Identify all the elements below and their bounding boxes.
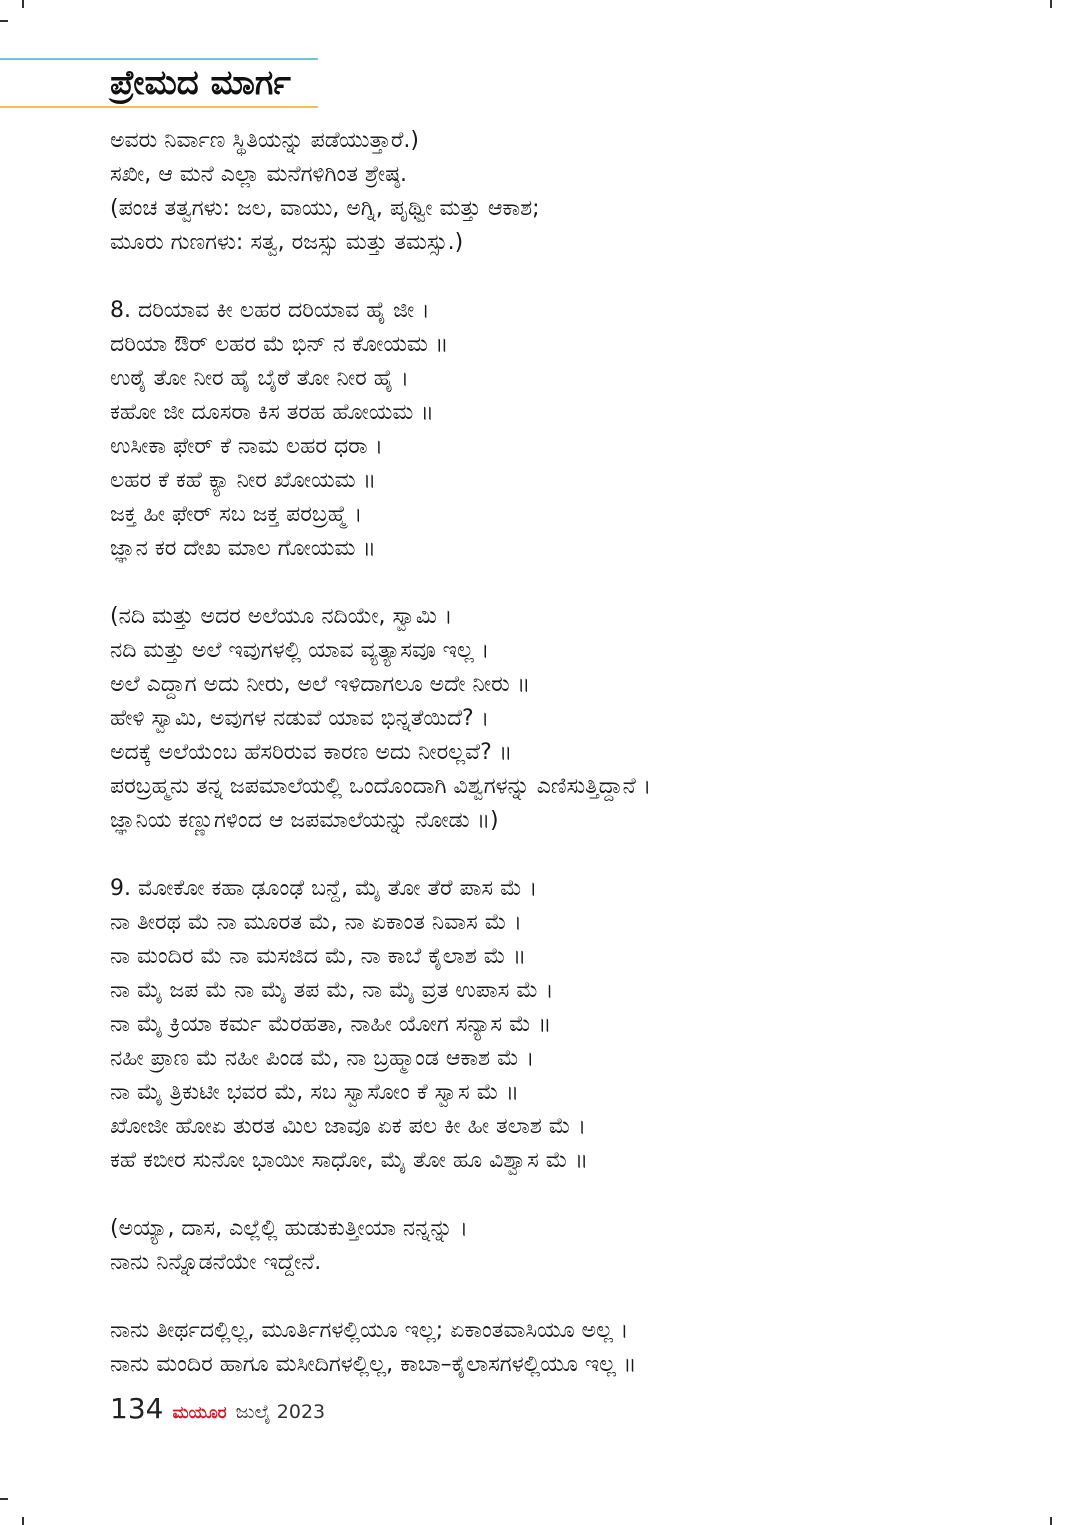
text-line: ಸಖೀ, ಆ ಮನೆ ಎಲ್ಲಾ ಮನೆಗಳಿಗಿಂತ ಶ್ರೇಷ್ಠ.	[110, 162, 408, 187]
page-footer	[110, 1392, 325, 1428]
text-line: ನದಿ ಮತ್ತು ಅಲೆ ಇವುಗಳಲ್ಲಿ ಯಾವ ವ್ಯತ್ಯಾಸವೂ ಇಲ್ಲ ।	[110, 638, 490, 663]
poem-body	[110, 124, 1010, 1416]
text-line: ನಾನು ಮಂದಿರ ಹಾಗೂ ಮಸೀದಿಗಳಲ್ಲಿಲ್ಲ, ಕಾಬಾ–ಕೈಲಾಸಗಳಲ್ಲಿಯೂ ಇಲ್ಲ ॥	[110, 1352, 637, 1377]
text-line: (ಅಯ್ಯಾ, ದಾಸ, ಎಲ್ಲೆಲ್ಲಿ ಹುಡುಕುತ್ತೀಯಾ ನನ್ನನ್ನು ।	[110, 1216, 468, 1241]
stanza	[110, 1314, 1010, 1382]
stanza	[110, 124, 1010, 260]
header-rule-bottom	[0, 106, 318, 108]
text-line: 9. ಮೋಕೋ ಕಹಾ ಢೂಂಢೆ ಬನ್ದೆ, ಮೈ ತೋ ತೆರೆ ಪಾಸ ಮೆ ।	[110, 876, 538, 901]
text-line: ದರಿಯಾ ಔರ್ ಲಹರ ಮೆ ಭಿನ್ ನ ಕೋಯಮ ॥	[110, 332, 449, 357]
stanza	[110, 1212, 1010, 1280]
issue-date: ಜುಲೈ 2023	[235, 1401, 326, 1423]
text-line: ಪರಬ್ರಹ್ಮನು ತನ್ನ ಜಪಮಾಲೆಯಲ್ಲಿ ಒಂದೊಂದಾಗಿ ವಿಶ್ವಗಳನ್ನು ಎಣಿಸುತ್ತಿದ್ದಾನೆ ।	[110, 774, 652, 799]
text-line: (ಪಂಚ ತತ್ವಗಳು: ಜಲ, ವಾಯು, ಅಗ್ನಿ, ಪೃಥ್ವೀ ಮತ್ತು ಆಕಾಶ;	[110, 196, 540, 221]
text-line: ಅಲೆ ಎದ್ದಾಗ ಅದು ನೀರು, ಅಲೆ ಇಳಿದಾಗಲೂ ಅದೇ ನೀರು ॥	[110, 672, 531, 697]
stanza	[110, 294, 1010, 566]
text-line: ಕಹೆ ಕಬೀರ ಸುನೋ ಭಾಯೀ ಸಾಧೋ, ಮೈ ತೋ ಹೂ ವಿಶ್ವಾಸ ಮೆ ॥	[110, 1148, 588, 1173]
crop-mark	[0, 1498, 8, 1500]
magazine-logo: ಮಯೂರ	[172, 1403, 227, 1423]
text-line: ಖೋಜೀ ಹೋಏ ತುರತ ಮಿಲ ಜಾವೂ ಏಕ ಪಲ ಕೀ ಹೀ ತಲಾಶ ಮೆ ।	[110, 1114, 586, 1139]
page-number: 134	[110, 1392, 164, 1425]
text-line: ಕಹೋ ಜೀ ದೂಸರಾ ಕಿಸ ತರಹ ಹೋಯಮ ॥	[110, 400, 434, 425]
stanza	[110, 600, 1010, 838]
crop-mark	[1050, 0, 1052, 8]
text-line: ನಾನು ನಿನ್ನೊಡನೆಯೇ ಇದ್ದೇನೆ.	[110, 1250, 322, 1275]
text-line: ಜ್ಞಾನ ಕರ ದೇಖ ಮಾಲ ಗೋಯಮ ॥	[110, 536, 376, 561]
text-line: ಲಹರ ಕೆ ಕಹೆ ಕ್ಯಾ ನೀರ ಖೋಯಮ ॥	[110, 468, 376, 493]
text-line: ನಾ ಮಂದಿರ ಮೆ ನಾ ಮಸಜಿದ ಮೆ, ನಾ ಕಾಬೆ ಕೈಲಾಶ ಮೆ ॥	[110, 944, 526, 969]
text-line: ನಾ ಮೈ ತ್ರಿಕುಟೀ ಭವರ ಮೆ, ಸಬ ಸ್ವಾಸೋಂ ಕೆ ಸ್ವಾಸ ಮೆ ॥	[110, 1080, 519, 1105]
crop-mark	[0, 20, 8, 22]
text-line: ನಾನು ತೀರ್ಥದಲ್ಲಿಲ್ಲ, ಮೂರ್ತಿಗಳಲ್ಲಿಯೂ ಇಲ್ಲ; ಏಕಾಂತವಾಸಿಯೂ ಅಲ್ಲ ।	[110, 1318, 629, 1343]
section-title: ಪ್ರೇಮದ ಮಾರ್ಗ	[110, 63, 291, 103]
text-line: ಉಸೀಕಾ ಫೇರ್ ಕೆ ನಾಮ ಲಹರ ಧರಾ ।	[110, 434, 383, 459]
stanza	[110, 872, 1010, 1178]
crop-mark	[22, 0, 24, 8]
text-line: ನಾ ತೀರಥ ಮೆ ನಾ ಮೂರತ ಮೆ, ನಾ ಏಕಾಂತ ನಿವಾಸ ಮೆ ।	[110, 910, 522, 935]
text-line: ಅವರು ನಿರ್ವಾಣ ಸ್ಥಿತಿಯನ್ನು ಪಡೆಯುತ್ತಾರೆ.)	[110, 128, 419, 153]
text-line: ನಹೀ ಪ್ರಾಣ ಮೆ ನಹೀ ಪಿಂಡ ಮೆ, ನಾ ಬ್ರಹ್ಮಾಂಡ ಆಕಾಶ ಮೆ ।	[110, 1046, 535, 1071]
text-line: ಜಕ್ತ ಹೀ ಫೇರ್ ಸಬ ಜಕ್ತ ಪರಬ್ರಹ್ಮೆ ।	[110, 502, 363, 527]
header-rule-top	[0, 58, 318, 60]
text-line: ನಾ ಮೈ ಜಪ ಮೆ ನಾ ಮೈ ತಪ ಮೆ, ನಾ ಮೈ ವ್ರತ ಉಪಾಸ ಮೆ ।	[110, 978, 554, 1003]
text-line: (ನದಿ ಮತ್ತು ಅದರ ಅಲೆಯೂ ನದಿಯೇ, ಸ್ವಾಮಿ ।	[110, 604, 453, 629]
text-line: ಹೇಳಿ ಸ್ವಾಮಿ, ಅವುಗಳ ನಡುವೆ ಯಾವ ಭಿನ್ನತೆಯಿದೆ? ।	[110, 706, 490, 731]
crop-mark	[22, 1517, 24, 1525]
text-line: ಮೂರು ಗುಣಗಳು: ಸತ್ವ, ರಜಸ್ಸು ಮತ್ತು ತಮಸ್ಸು.)	[110, 230, 464, 255]
text-line: 8. ದರಿಯಾವ ಕೀ ಲಹರ ದರಿಯಾವ ಹೈ ಜೀ ।	[110, 298, 430, 323]
crop-mark	[1050, 1517, 1052, 1525]
text-line: ಜ್ಞಾನಿಯ ಕಣ್ಣುಗಳಿಂದ ಆ ಜಪಮಾಲೆಯನ್ನು ನೋಡು ॥)	[110, 808, 499, 833]
text-line: ಉಠೈ ತೋ ನೀರ ಹೈ ಬೈಠೆ ತೋ ನೀರ ಹೈ ।	[110, 366, 409, 391]
text-line: ಅದಕ್ಕೆ ಅಲೆಯೆಂಬ ಹೆಸರಿರುವ ಕಾರಣ ಅದು ನೀರಲ್ಲವೆ? ॥	[110, 740, 513, 765]
text-line: ನಾ ಮೈ ಕ್ರಿಯಾ ಕರ್ಮ ಮೆರಹತಾ, ನಾಹೀ ಯೋಗ ಸನ್ಯಾಸ ಮೆ ॥	[110, 1012, 552, 1037]
